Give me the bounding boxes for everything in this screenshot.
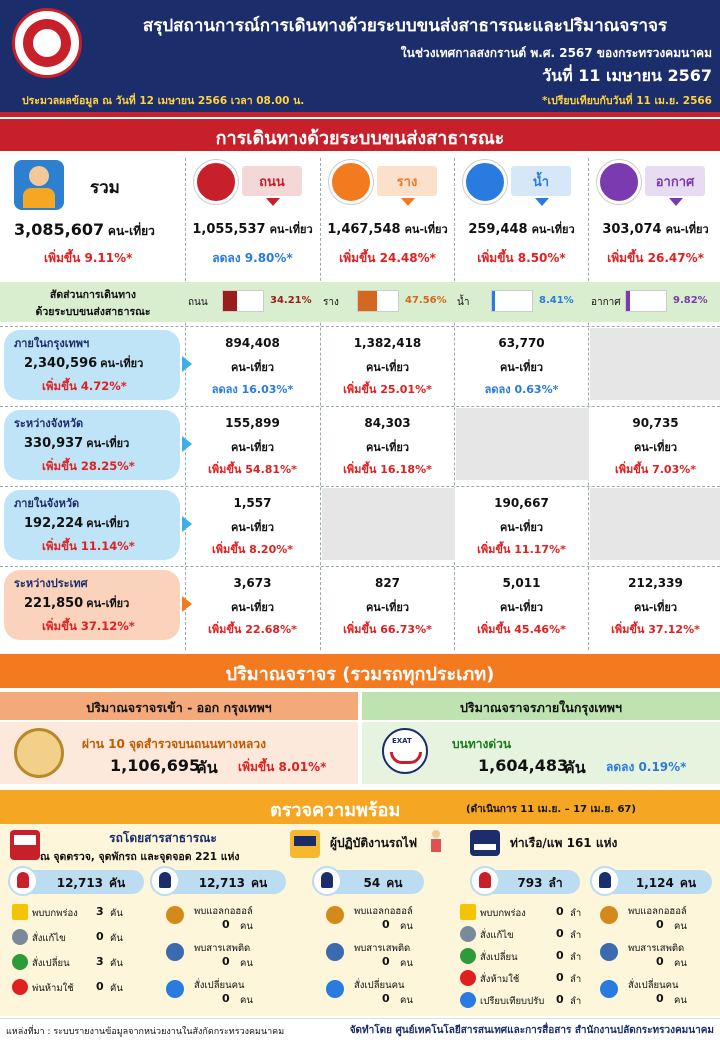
count-value: 12,713 [198, 876, 246, 890]
cell-change: เพิ่มขึ้น 66.73%* [343, 623, 432, 636]
road-share-label: ถนน [188, 297, 208, 308]
air-total [591, 220, 720, 238]
traffic-right-change: ลดลง 0.19%* [606, 760, 687, 774]
interprovince-value: 330,937 [24, 436, 84, 451]
page-subtitle: ในช่วงเทศกาลสงกรานต์ พ.ศ. 2567 ของกระทรวงคมนาคม [400, 46, 712, 60]
water-change: เพิ่มขึ้น 8.50%* [477, 251, 566, 265]
international-value: 221,850 [24, 596, 84, 611]
interprovince-change: เพิ่มขึ้น 28.25%* [42, 459, 135, 473]
check-label: สั่งแก้ไข [480, 930, 514, 941]
check-label: พบแอลกอฮอล์ [354, 906, 413, 917]
rail-value: 1,467,548 [327, 222, 401, 237]
check-label: สั่งเปลี่ยนคน [354, 980, 405, 991]
readiness-title: ตรวจความพร้อม [270, 800, 401, 821]
cell-value: 894,408 [225, 336, 280, 350]
train-icon [290, 830, 320, 858]
bus-icon-glyph [17, 872, 29, 888]
cell-unit: คน-เที่ยว [365, 601, 410, 614]
readiness-period: (ดำเนินการ 11 เม.ย. – 17 เม.ย. 67) [466, 804, 636, 815]
unit-label: คน-เที่ยว [269, 223, 313, 236]
interprovince-label: ระหว่างจังหวัด [14, 417, 84, 430]
swap-person-icon [600, 980, 618, 998]
traffic-right-header [362, 692, 720, 720]
unit-label: คน-เที่ยว [86, 597, 130, 610]
cell-unit: คน-เที่ยว [365, 361, 410, 374]
beer-icon [326, 906, 344, 924]
swap-person-icon [326, 980, 344, 998]
warning-icon [12, 904, 28, 920]
check-value: 0 [382, 992, 390, 1005]
empty-cell [590, 328, 720, 400]
intraprovince-card [4, 490, 180, 560]
syringe-icon [166, 943, 184, 961]
highway-dept-logo [14, 728, 64, 778]
bus-title: รถโดยสารสาธารณะ [109, 831, 217, 845]
road-mode-icon [194, 160, 238, 204]
intraprovince-label: ภายในจังหวัด [14, 497, 80, 510]
cell-value: 212,339 [628, 576, 683, 590]
boat-staff-icon-glyph [599, 872, 611, 888]
check-value: 0 [556, 927, 564, 940]
road-share-fill [223, 291, 237, 311]
cell-change: ลดลง 16.03%* [211, 383, 294, 396]
cell-change: เพิ่มขึ้น 37.12%* [611, 623, 700, 636]
check-label: พบบกพร่อง [480, 908, 526, 919]
rail-share-fill [358, 291, 377, 311]
traffic-bar [0, 654, 720, 688]
cell-unit: คน-เที่ยว [365, 441, 410, 454]
page-title: สรุปสถานการณ์การเดินทางด้วยระบบขนส่งสาธารณะและปริมาณจราจร [142, 16, 668, 36]
total-summary [14, 220, 184, 241]
traffic-right-value: 1,604,483 [478, 756, 569, 775]
unit-label: คน-เที่ยว [86, 517, 130, 530]
cell-value: 3,673 [233, 576, 272, 590]
count-unit: คน [679, 876, 697, 890]
recycle-icon [460, 948, 476, 964]
compare-note: *เปรียบเทียบกับวันที่ 11 เม.ย. 2566 [542, 95, 712, 107]
empty-cell [590, 488, 720, 560]
ship-icon-glyph [479, 872, 491, 888]
check-value: 0 [222, 955, 230, 968]
rail-title: ผู้ปฏิบัติงานรถไฟ [330, 836, 418, 850]
cell-change: ลดลง 0.63%* [484, 383, 559, 396]
check-unit: คัน [110, 958, 123, 969]
traffic-left-header [0, 692, 358, 720]
air-value: 303,074 [602, 222, 662, 237]
cell-change: เพิ่มขึ้น 11.17%* [477, 543, 566, 556]
road-share-value: 34.21% [270, 295, 312, 306]
count-text [184, 874, 282, 893]
unit-label: คน-เที่ยว [404, 223, 448, 236]
rail-total [323, 220, 452, 238]
water-share-fill [492, 291, 495, 311]
check-unit: คัน [110, 908, 123, 919]
syringe-icon [600, 943, 618, 961]
cell-unit: คน-เที่ยว [230, 601, 275, 614]
ship-icon [470, 830, 500, 856]
check-value: 0 [556, 993, 564, 1006]
cell-unit: คน-เที่ยว [499, 521, 544, 534]
check-value: 0 [382, 955, 390, 968]
traffic-right-title: ปริมาณจราจรภายในกรุงเทพฯ [460, 700, 622, 715]
cell-value: 1,557 [233, 496, 272, 510]
count-text [42, 874, 140, 893]
bus-sub: ณ จุดตรวจ, จุดพักรถ และจุดจอด 221 แห่ง [40, 851, 240, 863]
recycle-icon [12, 954, 28, 970]
rail-share-label: ราง [323, 297, 339, 308]
check-label: สั่งเปลี่ยนคน [194, 980, 245, 991]
exat-logo: EXAT [382, 728, 428, 774]
road-value: 1,055,537 [192, 222, 266, 237]
row-divider [0, 406, 720, 407]
public-transport-bar [0, 119, 720, 151]
share-title-2: ด้วยระบบขนส่งสาธารณะ [35, 306, 151, 318]
cell-unit: คน-เที่ยว [633, 601, 678, 614]
check-unit: คน [674, 958, 687, 969]
driver-icon-glyph [159, 872, 171, 888]
international-total [24, 594, 129, 612]
water-label: น้ำ [532, 175, 550, 190]
road-share-bar [222, 290, 264, 312]
water-value: 259,448 [468, 222, 528, 237]
check-unit: คน [240, 958, 253, 969]
traffic-right-sub: บนทางด่วน [452, 737, 512, 751]
unit-label: คน-เที่ยว [86, 437, 130, 450]
cell-value: 155,899 [225, 416, 280, 430]
check-label: พบสารเสพติด [354, 943, 411, 954]
rail-staff-icon-glyph [321, 872, 333, 888]
traveler-icon [14, 160, 64, 210]
check-value: 0 [556, 971, 564, 984]
check-label: เปรียบเทียบปรับ [480, 996, 545, 1007]
check-value: 0 [556, 949, 564, 962]
check-unit: คัน [110, 933, 123, 944]
check-label: สั่งแก้ไข [32, 933, 66, 944]
count-value: 1,124 [635, 876, 674, 890]
check-unit: คน [240, 995, 253, 1006]
cell-unit: คน-เที่ยว [499, 361, 544, 374]
check-value: 0 [96, 930, 104, 943]
cell-change: เพิ่มขึ้น 8.20%* [211, 543, 294, 556]
cell-change: เพิ่มขึ้น 45.46%* [477, 623, 566, 636]
check-value: 3 [96, 905, 104, 918]
check-value: 0 [556, 905, 564, 918]
air-share-fill [626, 291, 630, 311]
count-text [624, 874, 708, 893]
bangkok-value: 2,340,596 [24, 356, 98, 371]
check-value: 3 [96, 955, 104, 968]
empty-cell [322, 488, 455, 560]
check-label: สั่งเปลี่ยน [32, 958, 70, 969]
check-unit: คน [240, 921, 253, 932]
port-title: ท่าเรือ/แพ 161 แห่ง [510, 836, 618, 850]
cell-change: เพิ่มขึ้น 7.03%* [614, 463, 697, 476]
count-text [504, 874, 576, 893]
row-divider [0, 326, 720, 327]
check-label: พบสารเสพติด [628, 943, 685, 954]
cell-change: เพิ่มขึ้น 22.68%* [208, 623, 297, 636]
count-value: 12,713 [56, 876, 104, 890]
cell-value: 827 [374, 576, 401, 590]
swap-person-icon [166, 980, 184, 998]
cell-unit: คน-เที่ยว [230, 441, 275, 454]
air-share-label: อากาศ [591, 297, 621, 308]
header-banner [0, 0, 720, 112]
road-total [188, 220, 317, 238]
traffic-left-sub: ผ่าน 10 จุดสำรวจบนถนนทางหลวง [82, 737, 266, 751]
check-unit: คน [400, 958, 413, 969]
check-unit: คน [674, 921, 687, 932]
traffic-left-unit: คัน [196, 758, 218, 777]
header-divider [0, 112, 720, 117]
cell-value: 190,667 [494, 496, 549, 510]
bangkok-card [4, 330, 180, 400]
cross-icon [460, 970, 476, 986]
water-share-value: 8.41% [539, 295, 574, 306]
check-unit: คน [400, 995, 413, 1006]
air-share-value: 9.82% [673, 295, 708, 306]
count-text [346, 874, 420, 893]
total-value: 3,085,607 [14, 220, 105, 239]
count-unit: คน [386, 876, 403, 890]
road-label: ถนน [259, 175, 285, 190]
interprovince-card [4, 410, 180, 480]
cell-change: เพิ่มขึ้น 25.01%* [343, 383, 432, 396]
count-unit: ลำ [548, 876, 563, 890]
check-label: พบแอลกอฮอล์ [194, 906, 253, 917]
wrench-icon [460, 926, 476, 942]
footer-credit: จัดทำโดย ศูนย์เทคโนโลยีสารสนเทศและการสื่อสาร สำนักงานปลัดกระทรวงคมนาคม [349, 1025, 714, 1036]
check-value: 0 [96, 980, 104, 993]
cell-value: 84,303 [364, 416, 411, 430]
bangkok-total [24, 354, 143, 372]
count-unit: คัน [109, 876, 126, 890]
check-label: สั่งเปลี่ยนคน [628, 980, 679, 991]
water-total [457, 220, 586, 238]
processed-time: ประมวลผลข้อมูล ณ วันที่ 12 เมษายน 2566 เวลา 08.00 น. [22, 95, 305, 107]
water-share-label: น้ำ [457, 297, 470, 308]
unit-label: คน-เที่ยว [531, 223, 575, 236]
footer-source: แหล่งที่มา : ระบบรายงานข้อมูลจากหน่วยงานในสังกัดกระทรวงคมนาคม [6, 1027, 285, 1037]
rail-mode-icon [329, 160, 373, 204]
unit-label: คน-เที่ยว [665, 223, 709, 236]
traffic-right-unit: คัน [564, 758, 586, 777]
public-transport-title: การเดินทางด้วยระบบขนส่งสาธารณะ [215, 128, 505, 149]
cell-change: เพิ่มขึ้น 54.81%* [208, 463, 297, 476]
cell-unit: คน-เที่ยว [499, 601, 544, 614]
footer [0, 1018, 720, 1040]
check-label: สั่งห้ามใช้ [480, 974, 520, 985]
cell-value: 5,011 [502, 576, 541, 590]
check-unit: ลำ [570, 996, 582, 1007]
cell-unit: คน-เที่ยว [230, 361, 275, 374]
international-label: ระหว่างประเทศ [14, 577, 88, 590]
document-icon [460, 992, 476, 1008]
total-label: รวม [90, 178, 120, 198]
railway-worker-icon [430, 830, 442, 852]
check-value: 0 [656, 918, 664, 931]
check-unit: ลำ [570, 908, 582, 919]
chevron-down-icon [535, 198, 549, 206]
check-unit: คัน [110, 983, 123, 994]
water-mode-icon [463, 160, 507, 204]
chevron-down-icon [669, 198, 683, 206]
bus-icon [10, 830, 40, 860]
check-value: 0 [222, 918, 230, 931]
ministry-seal-logo [12, 8, 82, 78]
traffic-left-change: เพิ่มขึ้น 8.01%* [238, 760, 327, 774]
intraprovince-value: 192,224 [24, 516, 84, 531]
cell-change: เพิ่มขึ้น 16.18%* [343, 463, 432, 476]
air-mode-icon [597, 160, 641, 204]
count-value: 793 [517, 876, 543, 890]
cell-value: 63,770 [498, 336, 545, 350]
rail-share-value: 47.56% [405, 295, 447, 306]
cell-value: 90,735 [632, 416, 679, 430]
empty-cell [456, 408, 589, 480]
count-value: 54 [363, 876, 381, 890]
rail-share-bar [357, 290, 399, 312]
check-unit: คน [674, 995, 687, 1006]
intraprovince-total [24, 514, 129, 532]
check-label: พบสารเสพติด [194, 943, 251, 954]
check-value: 0 [656, 955, 664, 968]
bangkok-change: เพิ่มขึ้น 4.72%* [42, 379, 127, 393]
check-unit: ลำ [570, 952, 582, 963]
cell-value: 1,382,418 [353, 336, 422, 350]
traffic-left-title: ปริมาณจราจรเข้า - ออก กรุงเทพฯ [86, 700, 272, 715]
syringe-icon [326, 943, 344, 961]
beer-icon [166, 906, 184, 924]
rail-change: เพิ่มขึ้น 24.48%* [339, 251, 436, 265]
warning-icon [460, 904, 476, 920]
unit-label: คน-เที่ยว [100, 357, 144, 370]
check-unit: ลำ [570, 974, 582, 985]
water-share-bar [491, 290, 533, 312]
total-change: เพิ่มขึ้น 9.11%* [44, 251, 133, 265]
cell-unit: คน-เที่ยว [230, 521, 275, 534]
wrench-icon [12, 929, 28, 945]
check-label: สั่งเปลี่ยน [480, 952, 518, 963]
check-value: 0 [222, 992, 230, 1005]
cross-icon [12, 979, 28, 995]
check-label: พบแอลกอฮอล์ [628, 906, 687, 917]
count-unit: คน [251, 876, 268, 890]
check-value: 0 [656, 992, 664, 1005]
report-date: วันที่ 11 เมษายน 2567 [542, 66, 712, 85]
row-divider [0, 566, 720, 567]
interprovince-total [24, 434, 129, 452]
road-change: ลดลง 9.80%* [212, 251, 293, 265]
chevron-down-icon [266, 198, 280, 206]
international-change: เพิ่มขึ้น 37.12%* [42, 619, 135, 633]
row-divider [0, 486, 720, 487]
air-label: อากาศ [655, 175, 695, 190]
traffic-title: ปริมาณจราจร (รวมรถทุกประเภท) [225, 664, 495, 685]
intraprovince-change: เพิ่มขึ้น 11.14%* [42, 539, 135, 553]
check-label: พบบกพร่อง [32, 908, 78, 919]
total-unit: คน-เที่ยว [107, 224, 155, 238]
rail-label: ราง [396, 175, 418, 190]
chevron-down-icon [401, 198, 415, 206]
air-share-bar [625, 290, 667, 312]
international-card [4, 570, 180, 640]
air-change: เพิ่มขึ้น 26.47%* [607, 251, 704, 265]
check-unit: คน [400, 921, 413, 932]
check-value: 0 [382, 918, 390, 931]
bangkok-label: ภายในกรุงเทพฯ [14, 337, 90, 350]
cell-unit: คน-เที่ยว [633, 441, 678, 454]
check-unit: ลำ [570, 930, 582, 941]
beer-icon [600, 906, 618, 924]
traffic-left-value: 1,106,695 [110, 756, 201, 775]
share-title-1: สัดส่วนการเดินทาง [49, 289, 137, 301]
check-label: พ่นห้ามใช้ [32, 983, 74, 994]
readiness-bar [0, 790, 720, 824]
